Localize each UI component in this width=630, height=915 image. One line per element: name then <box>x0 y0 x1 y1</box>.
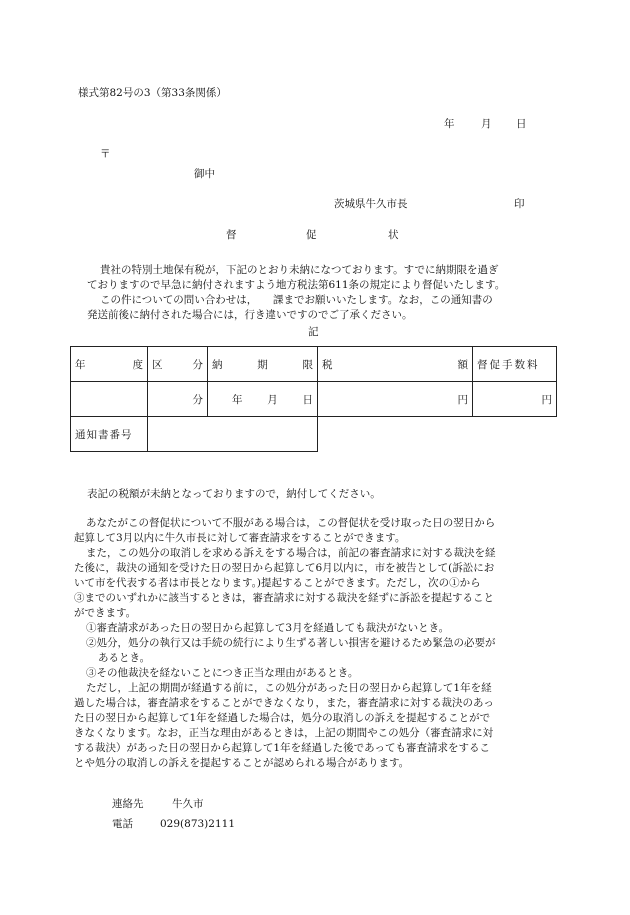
appeal-paragraph <box>74 516 564 771</box>
cell-year: 年 <box>232 393 243 406</box>
cell-nendo <box>71 382 148 417</box>
body-line: あるとき。 <box>98 652 151 664</box>
body-line: ③その他裁決を経ないことにつき正当な理由があるとき。 <box>86 667 359 679</box>
cell-zeigaku <box>318 382 473 417</box>
cell-bun: 分 <box>192 393 203 406</box>
intro-line: 貴社の特別土地保有税が，下記のとおり未納になつております。すでに納期限を過ぎ <box>100 264 499 276</box>
intro-line: 発送前後に納付された場合には，行き違いですのでご了承ください。 <box>87 309 413 321</box>
body-line: いて市を代表する者は市長となります。)提起することができます。ただし，次の①から <box>74 577 481 589</box>
header-nendo-2: 度 <box>132 358 143 371</box>
table-row-notice <box>71 417 557 452</box>
form-number: 様式第82号の3（第33条関係） <box>78 87 227 99</box>
sender-name: 茨城県牛久市長 <box>334 198 408 210</box>
cell-notice-number <box>148 417 318 452</box>
body-line: ②処分，処分の執行又は手続の続行により生ずる著しい損害を避けるため緊急の必要が <box>86 637 496 649</box>
body-line: ができます。 <box>74 607 137 619</box>
intro-paragraph <box>87 263 577 323</box>
date-year: 年 <box>444 118 455 130</box>
notice-number-label: 通知書番号 <box>75 428 133 441</box>
contact-label: 連絡先 <box>112 798 144 810</box>
title-char-3: 状 <box>388 229 399 241</box>
header-kubun-2: 分 <box>192 358 203 371</box>
header-tesuuryou-text: 督促手数料 <box>477 358 540 371</box>
table-row <box>71 382 557 417</box>
body-line: あなたがこの督促状について不服がある場合は，この督促状を受け取った日の翌日から <box>86 517 496 529</box>
cell-month: 月 <box>267 393 278 406</box>
seal-mark: 印 <box>514 198 525 210</box>
header-nendo-1: 年 <box>75 358 86 371</box>
body-line: ただし，上記の期間が経過する前に，この処分があった日の翌日から起算して1年を経 <box>86 682 492 694</box>
phone-label: 電話 <box>112 818 133 830</box>
title-char-1: 督 <box>226 229 237 241</box>
body-line: 起算して3月以内に牛久市長に対して審査請求をすることができます。 <box>74 532 406 544</box>
body-line: た日の翌日から起算して1年を経過した場合は，処分の取消しの訴えを提起することがで <box>74 712 491 724</box>
intro-line: ておりますので早急に納付されますよう地方税法第611条の規定により督促いたします。 <box>87 279 506 291</box>
title-char-2: 促 <box>306 229 317 241</box>
header-zeigaku-1: 税 <box>322 358 333 371</box>
body-line: ①審査請求があった日の翌日から起算して3月を経過しても裁決がないとき。 <box>86 622 450 634</box>
header-zeigaku <box>318 347 473 382</box>
body-line: また，この処分の取消しを求める訴えをする場合は，前記の審査請求に対する裁決を経 <box>86 547 496 559</box>
intro-line: この件についての問い合わせは， 課までお願いいたします。なお，この通知書の <box>100 294 493 306</box>
body-line: する裁決）があった日の翌日から起算して1年を経過した後であっても審査請求をするこ <box>74 742 490 754</box>
header-noukigen-2: 期 <box>257 358 268 371</box>
tax-table <box>70 346 557 452</box>
cell-noukigen <box>208 382 318 417</box>
postal-mark: 〒 <box>100 148 111 160</box>
ki-heading: 記 <box>308 326 319 338</box>
phone-number: 029(873)2111 <box>160 818 235 830</box>
body-line: とや処分の取消しの訴えを提起することが認められる場合があります。 <box>74 757 410 769</box>
cell-empty <box>318 417 557 452</box>
header-noukigen <box>208 347 318 382</box>
cell-notice-label <box>71 417 148 452</box>
header-kubun-1: 区 <box>152 358 163 371</box>
date-month: 月 <box>481 118 492 130</box>
header-zeigaku-2: 額 <box>457 358 468 371</box>
cell-day: 日 <box>302 393 313 406</box>
header-noukigen-1: 納 <box>212 358 223 371</box>
body-line: ③までのいずれかに該当するときは，審査請求に対する裁決を経ずに訴訟を提起すること <box>74 592 494 604</box>
header-kubun <box>148 347 208 382</box>
table-header-row <box>71 347 557 382</box>
cell-yen-2: 円 <box>541 393 552 406</box>
cell-kubun <box>148 382 208 417</box>
body-line: きなくなります。なお，正当な理由があるときは，上記の期間やこの処分（審査請求に対 <box>74 727 494 739</box>
notice-text: 表記の税額が未納となっておりますので，納付してください。 <box>87 488 381 500</box>
date-day: 日 <box>516 118 527 130</box>
cell-yen-1: 円 <box>457 393 468 406</box>
body-line: た後に，裁決の通知を受けた日の翌日から起算して6月以内に，市を被告として(訴訟にお <box>74 562 495 574</box>
body-line: 過した場合は，審査請求をすることができなくなり，また，審査請求に対する裁決のあっ <box>74 697 494 709</box>
cell-tesuuryou <box>473 382 557 417</box>
header-noukigen-3: 限 <box>302 358 313 371</box>
contact-value: 牛久市 <box>172 798 204 810</box>
recipient-suffix: 御中 <box>194 168 215 180</box>
header-tesuuryou <box>473 347 557 382</box>
header-nendo <box>71 347 148 382</box>
